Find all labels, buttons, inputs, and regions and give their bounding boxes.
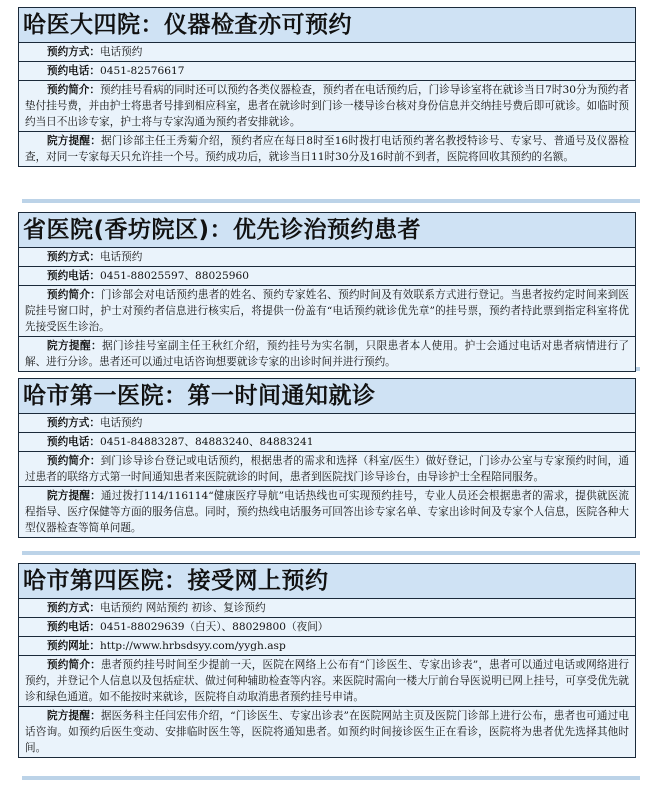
booking-intro-row	[19, 81, 635, 132]
booking-intro-row	[19, 656, 635, 707]
row-label: 预约电话：	[47, 621, 100, 633]
hospital-reminder-row	[19, 487, 635, 537]
hospital-reminder-row	[19, 707, 635, 757]
row-label: 预约方式：	[47, 417, 100, 429]
booking-method-row	[19, 43, 635, 62]
section-shadow	[22, 776, 640, 780]
booking-method-row	[19, 599, 635, 618]
booking-phone-row	[19, 267, 635, 286]
row-label: 院方提醒：	[47, 340, 102, 352]
booking-intro-row	[19, 286, 635, 337]
row-text: 据门诊挂号室副主任王秋红介绍，预约挂号为实名制，只限患者本人使用。护士会通过电话对患者病情进行了解、进行分诊。患者还可以通过电话咨询想要就诊专家的出诊时间并进行预约。	[25, 340, 630, 368]
row-text: 到门诊导诊台登记或电话预约，根据患者的需求和选择（科室/医生）做好登记，门诊办公室与专家预约时间，通过患者的联络方式第一时间通知患者来医院就诊的时间，患者到医院找门诊导诊台，由导诊护士全程陪同服务。	[25, 455, 629, 483]
row-text: 据门诊部主任王秀菊介绍，预约者应在每日8时至16时拨打电话预约著名教授特诊号、专家号、普通号及仪器检查，对同一专家每天只允许挂一个号。预约成功后，就诊当日11时30分及16时前不到者，医院将回收其预约的名额。	[25, 135, 629, 163]
booking-phone-row	[19, 433, 635, 452]
row-label: 院方提醒：	[47, 490, 101, 502]
row-text: 电话预约	[99, 417, 143, 429]
section-hayida-4th-hospital	[18, 7, 636, 167]
row-text: 据医务科主任闫宏伟介绍，“门诊医生、专家出诊表”在医院网站主页及医院门诊部上进行公布，患者也可通过电话咨询。如预约后医生变动、安排临时医生等，医院将通知患者。如预约时间接诊医生正在看诊，医院将为患者优先选择其他时间。	[25, 710, 630, 754]
booking-website-row	[19, 637, 635, 656]
row-text: 0451-82576617	[99, 65, 185, 77]
booking-phone-row	[19, 62, 635, 81]
row-text: 预约挂号看病的同时还可以预约各类仪器检查，预约者在电话预约后，门诊导诊室将在就诊当日7时30分为预约者垫付挂号费，并由护士将患者号排到相应科室，患者在就诊时到门诊一楼导诊台核对身份信息并交纳挂号费后即可就诊。如临时预约当日不出诊专家，护士将与专家沟通为预约者安排就诊。	[25, 84, 629, 128]
row-text: 通过拨打114/116114“健康医疗导航”电话热线也可实现预约挂号，专业人员还会根据患者的需求，提供就医流程指导、医疗保健等方面的服务信息。同时，预约热线电话服务可回答出诊专家名单、专家出诊时间及专家个人信息，医院各种大型仪器检查等简单问题。	[25, 490, 630, 534]
row-label: 预约简介：	[47, 455, 101, 467]
row-label: 预约简介：	[47, 84, 100, 96]
booking-intro-row	[19, 452, 635, 487]
section-shadow	[22, 551, 640, 555]
row-text: 电话预约	[99, 251, 143, 263]
row-text: 门诊部会对电话预约患者的姓名、预约专家姓名、预约时间及有效联系方式进行登记。当患者按约定时间来到医院挂号窗口时，护士对预约者信息进行核实后，将提供一份盖有“电话预约就诊优先章”的挂号票，预约者持此票到指定科室将优先接受医生诊治。	[25, 289, 629, 333]
row-label: 预约电话：	[47, 270, 100, 282]
row-text: 电话预约 网站预约 初诊、复诊预约	[99, 602, 266, 614]
section-provincial-hospital	[18, 212, 636, 372]
section-title: 哈市第一医院：第一时间通知就诊	[19, 379, 635, 414]
section-harbin-fourth-hospital	[18, 563, 636, 758]
row-text: 0451-88029639（白天）、88029800（夜间）	[99, 621, 329, 633]
booking-phone-row	[19, 618, 635, 637]
hospital-reminder-row	[19, 337, 635, 371]
booking-method-row	[19, 414, 635, 433]
booking-website-link: http://www.hrbsdsyy.com/yygh.asp	[99, 640, 286, 652]
row-label: 预约方式：	[47, 46, 100, 58]
section-shadow	[22, 199, 640, 203]
row-label: 预约网址：	[47, 640, 100, 652]
row-label: 院方提醒：	[47, 710, 101, 722]
row-label: 预约方式：	[47, 602, 100, 614]
section-title: 哈医大四院：仪器检查亦可预约	[19, 8, 635, 43]
row-text: 患者预约挂号时间至少提前一天，医院在网络上公布有“门诊医生、专家出诊表”，患者可以通过电话或网络进行预约，并登记个人信息以及包括症状、做过何种辅助检查等内容。来医院时需向一楼大厅前台导医说明已网上挂号，可享受优先就诊和绿色通道。如不能按时来就诊，医院将自动取消患者预约挂号申请。	[25, 659, 630, 703]
row-label: 预约电话：	[47, 436, 100, 448]
row-label: 院方提醒：	[47, 135, 101, 147]
row-label: 预约简介：	[47, 659, 101, 671]
row-text: 电话预约	[99, 46, 143, 58]
hospital-reminder-row	[19, 132, 635, 166]
row-label: 预约方式：	[47, 251, 100, 263]
section-title: 省医院(香坊院区)：优先诊治预约患者	[19, 213, 635, 248]
booking-method-row	[19, 248, 635, 267]
row-label: 预约电话：	[47, 65, 100, 77]
row-label: 预约简介：	[47, 289, 101, 301]
row-text: 0451-84883287、84883240、84883241	[99, 436, 314, 448]
section-harbin-first-hospital	[18, 378, 636, 538]
section-title: 哈市第四医院：接受网上预约	[19, 564, 635, 599]
row-text: 0451-88025597、88025960	[99, 270, 249, 282]
